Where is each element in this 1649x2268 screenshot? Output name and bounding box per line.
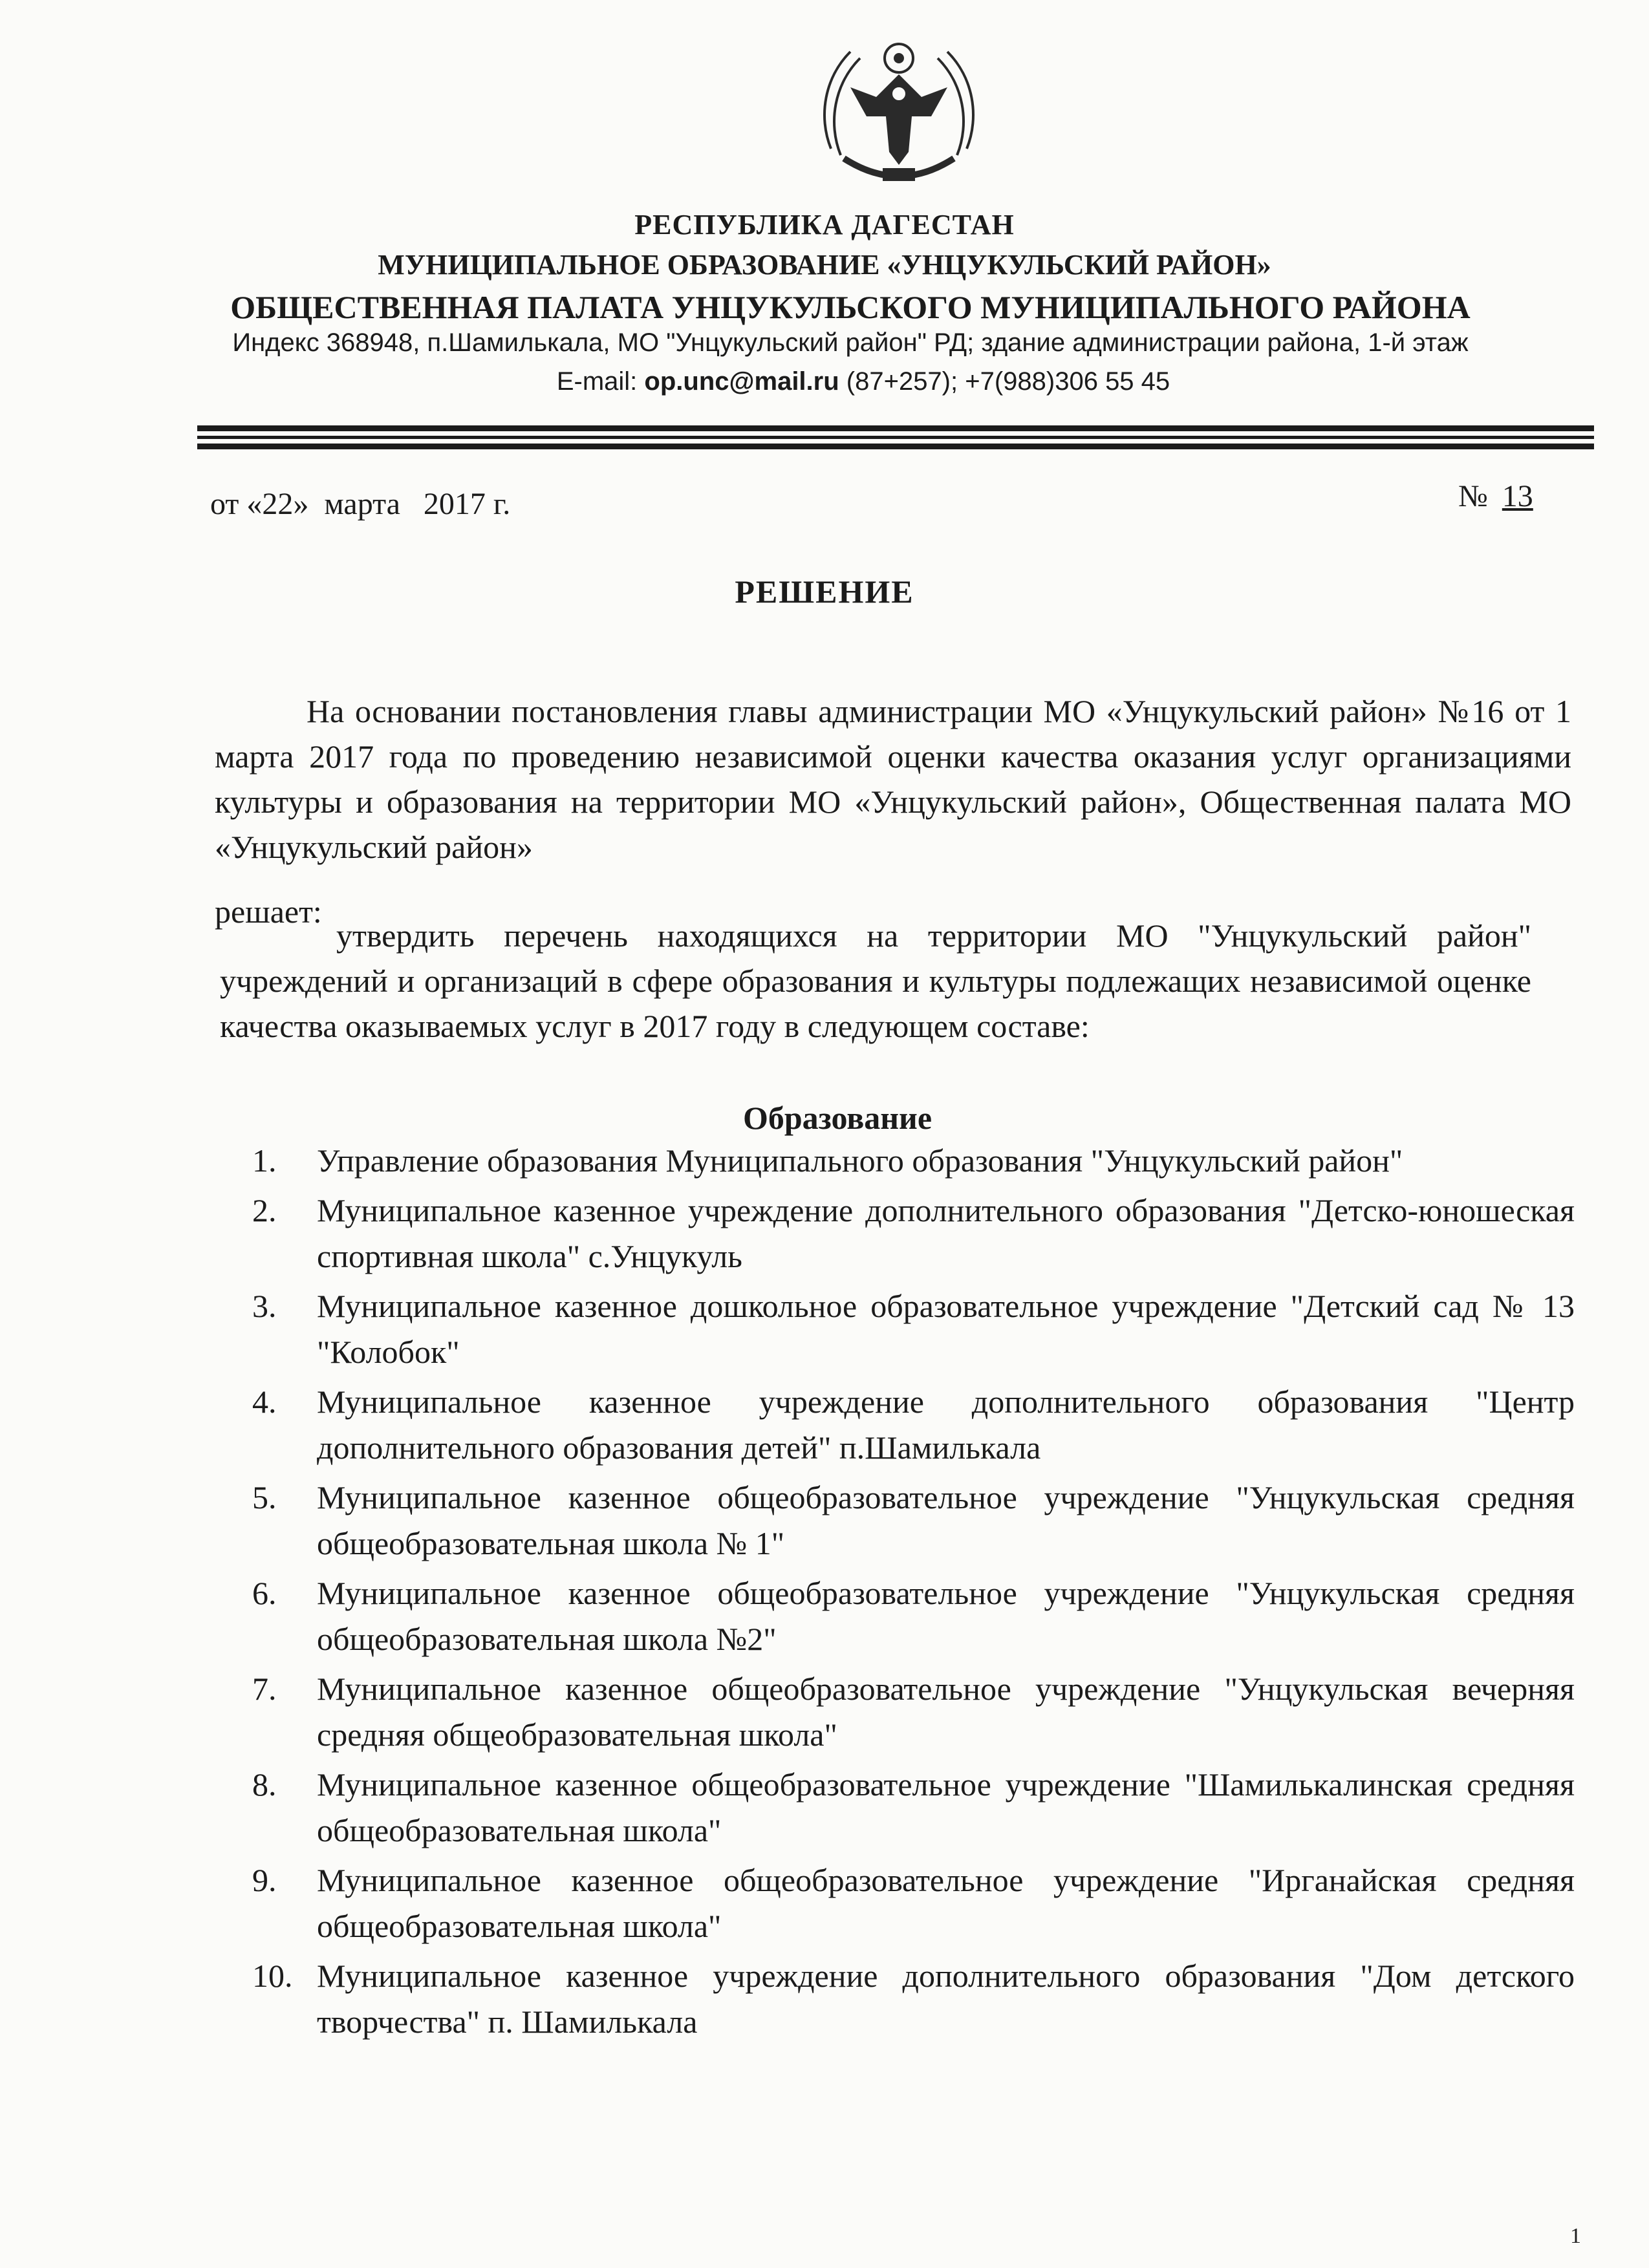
list-item-text: Муниципальное казенное общеобразовательное учреждение "Шамилькалинская средняя общеобразовательная школа" <box>317 1766 1575 1848</box>
header-rule-middle <box>197 436 1594 439</box>
list-item-index: 2. <box>252 1192 277 1228</box>
document-title: РЕШЕНИЕ <box>735 573 914 610</box>
list-item <box>252 1762 1575 1854</box>
list-item-text: Муниципальное казенное учреждение дополнительного образования "Центр дополнительного образования детей" п.Шамилькала <box>317 1384 1575 1466</box>
decision-paragraph: утвердить перечень находящихся на территории МО "Унцукульский район" учреждений и организаций в сфере образования и культуры подлежащих независимой оценке качества оказываемых услуг в 2017 году в следующем составе: <box>220 917 1531 1044</box>
list-item-text: Муниципальное казенное учреждение дополнительного образования "Дом детского творчества" п. Шамилькала <box>317 1958 1575 2040</box>
email-label: E-mail: <box>556 367 645 396</box>
list-item-text: Муниципальное казенное дошкольное образовательное учреждение "Детский сад № 13 "Колобок" <box>317 1288 1575 1370</box>
organization-heading: ОБЩЕСТВЕННАЯ ПАЛАТА УНЦУКУЛЬСКОГО МУНИЦИПАЛЬНОГО РАЙОНА <box>230 289 1471 325</box>
list-item <box>252 1138 1575 1184</box>
phones: (87+257); +7(988)306 55 45 <box>839 367 1170 396</box>
list-item <box>252 1283 1575 1375</box>
list-item-text: Муниципальное казенное общеобразовательное учреждение "Унцукульская средняя общеобразовательная школа №2" <box>317 1575 1575 1657</box>
preamble-paragraph: На основании постановления главы администрации МО «Унцукульский район» №16 от 1 марта 2017 года по проведению независимой оценки качества оказания услуг организациями культуры и образования на территории МО «Унцукульский район», Общественная палата МО «Унцукульский район» <box>215 693 1571 865</box>
list-item <box>252 1475 1575 1567</box>
dagestan-coat-of-arms-icon <box>805 19 993 213</box>
list-item <box>252 1570 1575 1662</box>
list-item-text: Муниципальное казенное общеобразовательное учреждение "Унцукульская вечерняя средняя общеобразовательная школа" <box>317 1671 1575 1753</box>
list-item-text: Муниципальное казенное учреждение дополнительного образования "Детско-юношеская спортивная школа" с.Унцукуль <box>317 1192 1575 1274</box>
list-item-index: 4. <box>252 1384 277 1420</box>
address-line: Индекс 368948, п.Шамилькала, МО "Унцукульский район" РД; здание администрации района, 1-й этаж <box>232 328 1469 357</box>
header-rule-bottom <box>197 444 1594 449</box>
document-date: от «22» марта 2017 г. <box>210 487 511 521</box>
list-item-text: Муниципальное казенное общеобразовательное учреждение "Ирганайская средняя общеобразовательная школа" <box>317 1862 1575 1944</box>
resolves-word: решает: <box>215 893 322 930</box>
list-item <box>252 1857 1575 1949</box>
list-item-index: 3. <box>252 1288 277 1324</box>
document-number <box>1458 478 1533 514</box>
page-number: 1 <box>1570 2224 1581 2248</box>
list-item-index: 7. <box>252 1671 277 1707</box>
list-item <box>252 1379 1575 1471</box>
list-item <box>252 1188 1575 1279</box>
list-item-index: 10. <box>252 1958 293 1994</box>
list-item-index: 1. <box>252 1142 277 1179</box>
list-item-index: 8. <box>252 1766 277 1803</box>
number-value: 13 <box>1502 479 1533 513</box>
email-link[interactable]: op.unc@mail.ru <box>644 367 839 396</box>
list-item-index: 6. <box>252 1575 277 1611</box>
number-label: № <box>1458 479 1488 513</box>
list-item-text: Управление образования Муниципального образования "Унцукульский район" <box>317 1142 1403 1179</box>
contact-line <box>39 367 1649 396</box>
list-item-index: 9. <box>252 1862 277 1898</box>
header-rule-top <box>197 425 1594 431</box>
list-item-index: 5. <box>252 1479 277 1515</box>
republic-heading: РЕСПУБЛИКА ДАГЕСТАН <box>634 209 1015 241</box>
institutions-list <box>252 1138 1575 2049</box>
section-title-education: Образование <box>742 1100 932 1136</box>
list-item-text: Муниципальное казенное общеобразовательное учреждение "Унцукульская средняя общеобразовательная школа № 1" <box>317 1479 1575 1561</box>
list-item <box>252 1666 1575 1758</box>
list-item <box>252 1953 1575 2045</box>
municipality-heading: МУНИЦИПАЛЬНОЕ ОБРАЗОВАНИЕ «УНЦУКУЛЬСКИЙ РАЙОН» <box>378 249 1271 281</box>
